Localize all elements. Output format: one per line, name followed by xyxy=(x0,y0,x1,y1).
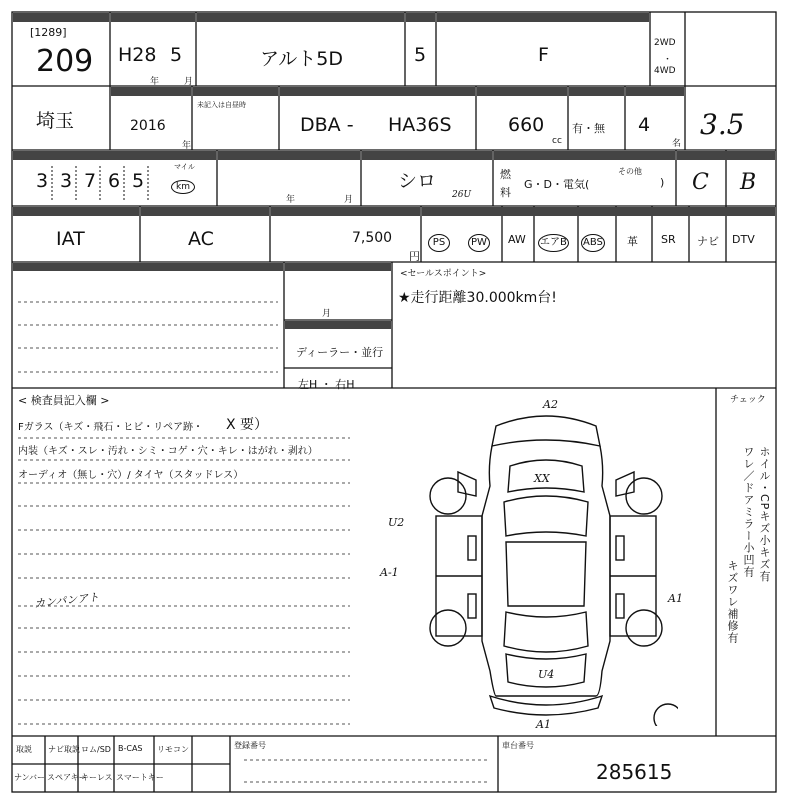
door-count: 5 xyxy=(414,44,427,66)
lot-bracket: [1289] xyxy=(30,26,67,39)
equip-airbag: エアB xyxy=(538,230,569,252)
equip-sunroof: SR xyxy=(661,233,676,246)
model-year: 2016 xyxy=(130,118,166,134)
seats-unit: 名 xyxy=(672,139,682,149)
equip-navi: ナビ xyxy=(697,235,719,248)
car-name: アルト5D xyxy=(260,48,343,70)
chassis-number: 285615 xyxy=(596,760,673,784)
mileage-digit-3: 7 xyxy=(84,170,97,192)
equip-dtv: DTV xyxy=(732,233,755,246)
footer-navi-manual: ナビ取説 xyxy=(48,745,80,754)
mark-trunk: U4 xyxy=(538,668,555,681)
mark-rear-bumper: A1 xyxy=(536,718,551,731)
front-bumper xyxy=(492,416,600,446)
mileage-digit-2: 3 xyxy=(60,170,73,192)
equip-pw: PW xyxy=(468,230,490,252)
first-reg-year-unit: 年 xyxy=(150,77,160,87)
sales-point-text: ★走行距離30.000km台! xyxy=(398,290,557,306)
spare-tire xyxy=(654,704,678,726)
engine-cc: 660 xyxy=(508,114,545,136)
color-code: 26U xyxy=(452,190,472,200)
footer-bcas: B-CAS xyxy=(118,744,143,753)
recycle-unit: 円 xyxy=(409,250,420,263)
cc-unit: cc xyxy=(552,136,562,146)
fuel-close: ) xyxy=(660,176,665,189)
note-interior: 内装（キズ・スレ・汚れ・シミ・コゲ・穴・キレ・はがれ・剥れ） xyxy=(18,446,318,457)
footer-spare-key: スペアキー xyxy=(47,773,87,782)
mark-left-door: A-1 xyxy=(380,566,399,579)
fuel-label-a: 燃 xyxy=(500,168,511,181)
first-reg-month: 5 xyxy=(170,44,183,66)
area: 埼玉 xyxy=(36,110,75,132)
shift: IAT xyxy=(56,228,85,250)
model-prefix: DBA - xyxy=(300,114,354,136)
equip-abs: ABS xyxy=(581,230,605,252)
recycle-options: 有・無 xyxy=(572,122,605,135)
fuel-other: その他 xyxy=(618,167,642,176)
inspection-month-unit: 月 xyxy=(344,195,354,205)
inspection-note: 未記入は自昼時 xyxy=(197,101,246,109)
color: シロ xyxy=(398,170,437,192)
check-title: チェック xyxy=(730,395,766,405)
footer-keyless: キーレス xyxy=(81,773,113,782)
rear-window xyxy=(504,612,588,652)
inspector-title: < 検査員記入欄 > xyxy=(18,394,110,407)
footer-smart-key: スマートキー xyxy=(116,773,164,782)
rear-bumper xyxy=(490,696,602,715)
mark-left-fender: U2 xyxy=(388,516,405,529)
grade: F xyxy=(538,44,549,66)
first-reg-era: H28 xyxy=(118,44,157,66)
wheel-front-right xyxy=(626,478,662,514)
mileage-digit-5: 5 xyxy=(132,170,145,192)
model-code: HA36S xyxy=(388,114,452,136)
roof xyxy=(506,542,586,606)
mileage-digit-1: 3 xyxy=(36,170,49,192)
footer-remote: リモコン xyxy=(157,745,189,754)
overall-score: 3.5 xyxy=(700,108,745,141)
mark-hood: XX xyxy=(534,472,550,485)
recycle-fee: 7,500 xyxy=(352,230,393,246)
note-glass-mark: X 要） xyxy=(226,417,269,433)
mileage-unit-km: km xyxy=(171,180,195,194)
equip-aw: AW xyxy=(508,233,526,246)
note-handwritten: カンパンアト xyxy=(33,590,100,611)
interior-score: C xyxy=(692,170,709,195)
check-col-3: キズワレ補修有 xyxy=(726,560,739,644)
first-reg-month-unit: 月 xyxy=(184,77,194,87)
handle-position: 左H ・ 右H xyxy=(298,378,355,391)
note-glass: Fガラス（キズ・飛石・ヒビ・リペア跡・ xyxy=(18,422,204,433)
aircon: AC xyxy=(188,228,214,250)
fuel-options: G・D・電気( xyxy=(524,178,590,191)
seats: 4 xyxy=(638,114,651,136)
mileage-digit-4: 6 xyxy=(108,170,121,192)
exterior-score: B xyxy=(740,170,757,195)
footer-chassis-label: 車台番号 xyxy=(502,741,534,750)
equip-leather: 革 xyxy=(627,235,638,248)
footer-rom-sd: ロム/SD xyxy=(81,745,111,754)
lot-number: 209 xyxy=(36,44,94,79)
model-year-unit: 年 xyxy=(182,141,192,151)
mileage-unit-mile: マイル xyxy=(174,163,195,171)
mark-right-door: A1 xyxy=(668,592,683,605)
note-audio-tire: オーディオ（無し・穴）/ タイヤ（スタッドレス） xyxy=(18,470,244,481)
footer-manual: 取説 xyxy=(16,745,32,754)
sales-point-title: <セールスポイント> xyxy=(400,269,487,279)
wheel-front-left xyxy=(430,478,466,514)
import-type: ディーラー・並行 xyxy=(296,346,384,359)
windshield xyxy=(504,496,588,536)
check-col-1: ホイル・CPキズ小キズ有 xyxy=(758,446,771,583)
footer-number-plate: ナンバー xyxy=(14,773,46,782)
footer-reg-label: 登録番号 xyxy=(234,741,266,750)
equip-ps: PS xyxy=(428,230,450,252)
drive-separator: ・ xyxy=(663,55,673,65)
warranty-month: 月 xyxy=(322,309,332,319)
drive-4wd: 4WD xyxy=(654,66,676,76)
fuel-label-b: 料 xyxy=(500,186,511,199)
check-col-2: ワレ／ドアミラー小凹有 xyxy=(742,446,755,578)
mark-front-bumper: A2 xyxy=(543,398,558,411)
inspection-year-unit: 年 xyxy=(286,195,296,205)
drive-2wd: 2WD xyxy=(654,38,676,48)
